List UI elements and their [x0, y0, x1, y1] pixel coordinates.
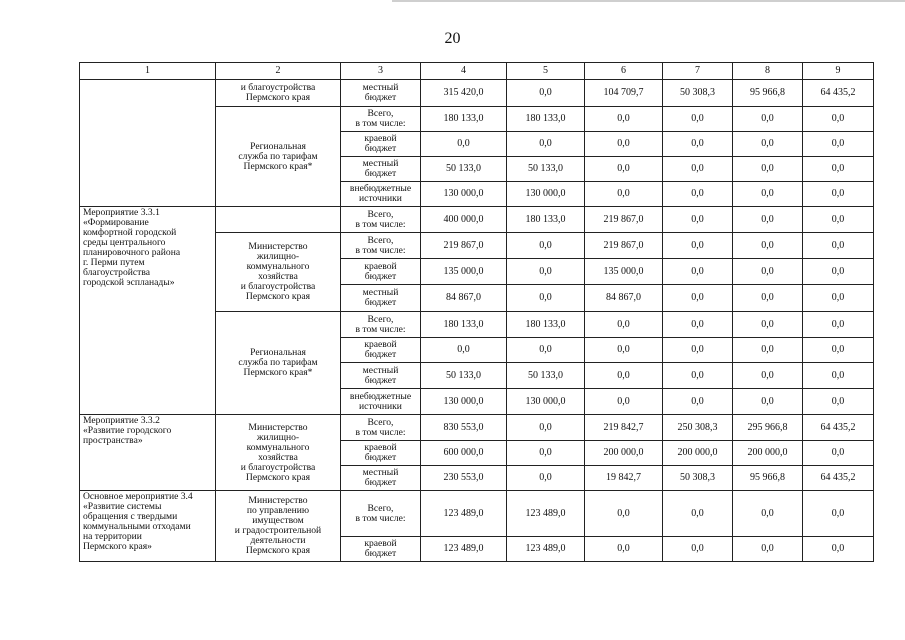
amount-cell: 0,0	[733, 338, 803, 363]
cell-line: местный	[362, 287, 399, 298]
amount-cell: 0,0	[733, 132, 803, 157]
amount-cell: 0,0	[733, 207, 803, 233]
amount-cell: 0,0	[507, 259, 585, 285]
funding-source-cell	[341, 285, 421, 312]
amount-cell: 0,0	[507, 441, 585, 466]
amount-cell: 0,0	[733, 491, 803, 537]
cell-line: внебюджетные	[349, 390, 412, 402]
amount-cell: 0,0	[585, 182, 663, 207]
table-row	[80, 80, 874, 107]
amount-cell: 0,0	[663, 312, 733, 338]
amount-cell: 219 842,7	[585, 415, 663, 441]
cell-line: бюджет	[364, 297, 397, 308]
cell-line: в том числе:	[355, 426, 406, 438]
cell-line: благоустройства	[83, 267, 151, 278]
cell-line: комфортной городской	[83, 227, 177, 238]
amount-cell: 130 000,0	[507, 182, 585, 207]
cell-line: Пермского края	[245, 545, 311, 556]
amount-cell: 0,0	[663, 285, 733, 312]
amount-cell: 84 867,0	[585, 285, 663, 312]
table-header-row	[80, 63, 874, 80]
amount-cell: 0,0	[421, 132, 507, 157]
cell-line: краевой	[364, 442, 397, 453]
amount-cell: 0,0	[585, 389, 663, 415]
amount-cell: 64 435,2	[803, 466, 874, 491]
amount-cell: 0,0	[733, 389, 803, 415]
measure-name-cell	[80, 415, 216, 491]
amount-cell: 0,0	[507, 132, 585, 157]
amount-cell: 830 553,0	[421, 415, 507, 441]
amount-cell: 0,0	[803, 259, 874, 285]
amount-cell: 0,0	[803, 491, 874, 537]
cell-line: хозяйства	[258, 451, 298, 463]
page-number: 20	[444, 30, 461, 47]
amount-cell: 64 435,2	[803, 80, 874, 107]
amount-cell: 0,0	[733, 107, 803, 132]
funding-source-cell	[341, 415, 421, 441]
amount-cell: 0,0	[663, 389, 733, 415]
cell-line: служба по тарифам	[238, 150, 318, 162]
amount-cell: 0,0	[663, 537, 733, 562]
amount-cell: 130 000,0	[507, 389, 585, 415]
amount-cell: 0,0	[803, 312, 874, 338]
amount-cell: 0,0	[803, 132, 874, 157]
amount-cell: 104 709,7	[585, 80, 663, 107]
funding-source-cell	[341, 363, 421, 389]
cell-line: «Развитие городского	[83, 425, 172, 436]
cell-line: Всего,	[367, 502, 394, 514]
cell-line: служба по тарифам	[238, 357, 318, 368]
cell-line: Мероприятие 3.3.1	[83, 207, 160, 218]
cell-line: бюджет	[364, 452, 397, 463]
amount-cell: 50 133,0	[507, 157, 585, 182]
table-row	[80, 207, 874, 233]
executor-cell	[216, 233, 341, 312]
cell-line: «Формирование	[83, 217, 149, 228]
cell-line: Пермского края»	[83, 541, 152, 552]
cell-line: в том числе:	[355, 218, 406, 230]
amount-cell: 200 000,0	[733, 441, 803, 466]
funding-source-cell	[341, 491, 421, 537]
amount-cell: 219 867,0	[585, 233, 663, 259]
column-header-1: 1	[80, 63, 216, 80]
cell-line: бюджет	[364, 143, 397, 154]
cell-line: Мероприятие 3.3.2	[83, 415, 160, 426]
amount-cell: 0,0	[585, 537, 663, 562]
amount-cell: 0,0	[507, 285, 585, 312]
amount-cell: 0,0	[803, 441, 874, 466]
amount-cell: 180 133,0	[421, 312, 507, 338]
amount-cell: 50 308,3	[663, 466, 733, 491]
amount-cell: 0,0	[803, 537, 874, 562]
funding-source-cell	[341, 107, 421, 132]
amount-cell: 0,0	[585, 363, 663, 389]
cell-line: бюджет	[364, 548, 397, 559]
cell-line: коммунального	[246, 441, 310, 453]
amount-cell: 400 000,0	[421, 207, 507, 233]
funding-source-cell	[341, 441, 421, 466]
amount-cell: 0,0	[663, 338, 733, 363]
cell-line: краевой	[364, 339, 397, 350]
cell-line: в том числе:	[355, 244, 406, 256]
executor-cell	[216, 312, 341, 415]
column-header-4: 4	[421, 63, 507, 80]
amount-cell: 135 000,0	[421, 259, 507, 285]
cell-line: г. Перми путем	[83, 257, 145, 268]
amount-cell: 0,0	[663, 259, 733, 285]
executor-cell	[216, 491, 341, 562]
amount-cell: 0,0	[507, 233, 585, 259]
column-header-9: 9	[803, 63, 874, 80]
column-header-7: 7	[663, 63, 733, 80]
amount-cell: 0,0	[733, 537, 803, 562]
amount-cell: 0,0	[803, 207, 874, 233]
cell-line: и благоустройства	[240, 461, 316, 473]
cell-line: бюджет	[364, 349, 397, 360]
amount-cell: 315 420,0	[421, 80, 507, 107]
funding-source-cell	[341, 132, 421, 157]
amount-cell: 0,0	[663, 363, 733, 389]
cell-line: хозяйства	[258, 271, 298, 282]
budget-table-body	[80, 63, 874, 562]
amount-cell: 0,0	[733, 259, 803, 285]
amount-cell: 19 842,7	[585, 466, 663, 491]
amount-cell: 0,0	[803, 182, 874, 207]
amount-cell: 50 308,3	[663, 80, 733, 107]
amount-cell: 95 966,8	[733, 466, 803, 491]
funding-source-cell	[341, 233, 421, 259]
amount-cell: 0,0	[733, 312, 803, 338]
page-top-edge	[392, 0, 905, 2]
funding-source-cell	[341, 389, 421, 415]
amount-cell: 0,0	[585, 132, 663, 157]
amount-cell: 0,0	[733, 233, 803, 259]
amount-cell: 123 489,0	[421, 537, 507, 562]
cell-line: Пермского края*	[243, 367, 313, 378]
amount-cell: 0,0	[803, 107, 874, 132]
amount-cell: 0,0	[507, 338, 585, 363]
funding-source-cell	[341, 259, 421, 285]
executor-cell	[216, 107, 341, 207]
cell-line: краевой	[364, 538, 397, 549]
amount-cell: 180 133,0	[507, 107, 585, 132]
amount-cell: 0,0	[733, 157, 803, 182]
amount-cell: 0,0	[507, 466, 585, 491]
amount-cell: 0,0	[507, 415, 585, 441]
amount-cell: 0,0	[803, 363, 874, 389]
amount-cell: 0,0	[803, 233, 874, 259]
amount-cell: 0,0	[803, 285, 874, 312]
amount-cell: 123 489,0	[507, 537, 585, 562]
amount-cell: 0,0	[585, 157, 663, 182]
cell-line: Министерство	[248, 495, 308, 506]
amount-cell: 130 000,0	[421, 182, 507, 207]
cell-line: пространства»	[83, 435, 143, 446]
amount-cell: 0,0	[585, 107, 663, 132]
cell-line: местный	[362, 82, 399, 93]
cell-line: «Развитие системы	[83, 501, 162, 512]
amount-cell: 0,0	[733, 285, 803, 312]
cell-line: коммунальными отходами	[83, 521, 191, 532]
cell-line: по управлению	[246, 505, 310, 516]
cell-line: городской эспланады»	[83, 277, 175, 288]
amount-cell: 135 000,0	[585, 259, 663, 285]
cell-line: бюджет	[364, 92, 397, 103]
amount-cell: 50 133,0	[421, 157, 507, 182]
cell-line: коммунального	[246, 261, 310, 272]
funding-source-cell	[341, 207, 421, 233]
cell-line: Всего,	[367, 208, 394, 220]
column-header-3: 3	[341, 63, 421, 80]
amount-cell: 200 000,0	[663, 441, 733, 466]
amount-cell: 0,0	[663, 182, 733, 207]
cell-line: в том числе:	[355, 323, 406, 335]
cell-line: бюджет	[364, 270, 397, 282]
executor-cell	[216, 80, 341, 107]
amount-cell: 200 000,0	[585, 441, 663, 466]
amount-cell: 0,0	[585, 338, 663, 363]
amount-cell: 0,0	[663, 207, 733, 233]
amount-cell: 130 000,0	[421, 389, 507, 415]
funding-source-cell	[341, 80, 421, 107]
amount-cell: 295 966,8	[733, 415, 803, 441]
table-row	[80, 491, 874, 537]
cell-line: в том числе:	[355, 118, 406, 129]
cell-line: местный	[362, 364, 399, 376]
cell-line: Пермского края	[245, 291, 311, 302]
cell-line: обращения с твердыми	[83, 511, 178, 522]
cell-line: Всего,	[367, 313, 394, 325]
amount-cell: 180 133,0	[507, 207, 585, 233]
table-row	[80, 415, 874, 441]
cell-line: источники	[359, 193, 402, 204]
funding-source-cell	[341, 338, 421, 363]
column-header-8: 8	[733, 63, 803, 80]
cell-line: Министерство	[248, 421, 308, 433]
cell-line: местный	[362, 467, 399, 478]
budget-table	[79, 62, 874, 562]
funding-source-cell	[341, 182, 421, 207]
cell-line: источники	[359, 400, 402, 412]
cell-line: деятельности	[250, 535, 306, 546]
amount-cell: 0,0	[803, 157, 874, 182]
cell-line: местный	[362, 158, 399, 169]
cell-line: жилищно-	[256, 431, 300, 443]
cell-line: жилищно-	[256, 251, 300, 262]
amount-cell: 64 435,2	[803, 415, 874, 441]
amount-cell: 0,0	[585, 491, 663, 537]
funding-source-cell	[341, 466, 421, 491]
amount-cell: 84 867,0	[421, 285, 507, 312]
cell-line: Министерство	[248, 241, 308, 252]
amount-cell: 250 308,3	[663, 415, 733, 441]
cell-line: Всего,	[367, 416, 394, 428]
cell-line: среды центрального	[83, 237, 166, 248]
amount-cell: 0,0	[663, 107, 733, 132]
amount-cell: 0,0	[585, 312, 663, 338]
cell-line: Пермского края	[245, 92, 311, 103]
amount-cell: 0,0	[663, 491, 733, 537]
amount-cell: 0,0	[803, 338, 874, 363]
cell-line: бюджет	[364, 374, 397, 386]
amount-cell: 123 489,0	[421, 491, 507, 537]
cell-line: и градостроительной	[234, 525, 322, 536]
cell-line: Пермского края	[245, 471, 311, 483]
cell-line: имуществом	[252, 515, 304, 526]
column-header-6: 6	[585, 63, 663, 80]
amount-cell: 0,0	[733, 363, 803, 389]
measure-name-cell	[80, 491, 216, 562]
cell-line: в том числе:	[355, 512, 406, 524]
amount-cell: 50 133,0	[507, 363, 585, 389]
amount-cell: 123 489,0	[507, 491, 585, 537]
amount-cell: 0,0	[663, 233, 733, 259]
amount-cell: 95 966,8	[733, 80, 803, 107]
cell-line: планировочного района	[83, 247, 181, 258]
cell-line: на территории	[83, 531, 142, 542]
cell-line: Пермского края*	[243, 160, 313, 172]
cell-line: Основное мероприятие 3.4	[83, 491, 193, 502]
amount-cell: 0,0	[507, 80, 585, 107]
measure-name-cell	[80, 80, 216, 207]
funding-source-cell	[341, 157, 421, 182]
cell-line: внебюджетные	[349, 183, 412, 194]
cell-line: Всего,	[367, 234, 394, 246]
cell-line: Региональная	[250, 347, 306, 358]
cell-line: бюджет	[364, 168, 397, 179]
amount-cell: 230 553,0	[421, 466, 507, 491]
cell-line: и благоустройства	[240, 281, 316, 292]
amount-cell: 0,0	[663, 132, 733, 157]
amount-cell: 0,0	[421, 338, 507, 363]
amount-cell: 219 867,0	[421, 233, 507, 259]
amount-cell: 0,0	[733, 182, 803, 207]
amount-cell: 0,0	[803, 389, 874, 415]
column-header-2: 2	[216, 63, 341, 80]
cell-line: Всего,	[367, 108, 394, 119]
cell-line: бюджет	[364, 477, 397, 488]
executor-cell	[216, 415, 341, 491]
cell-line: Региональная	[250, 140, 306, 152]
amount-cell: 0,0	[663, 157, 733, 182]
funding-source-cell	[341, 537, 421, 562]
cell-line: краевой	[364, 260, 397, 272]
cell-line: и благоустройства	[240, 82, 316, 93]
measure-name-cell	[80, 207, 216, 415]
amount-cell: 600 000,0	[421, 441, 507, 466]
amount-cell: 180 133,0	[421, 107, 507, 132]
amount-cell: 50 133,0	[421, 363, 507, 389]
cell-line: краевой	[364, 133, 397, 144]
amount-cell: 180 133,0	[507, 312, 585, 338]
funding-source-cell	[341, 312, 421, 338]
column-header-5: 5	[507, 63, 585, 80]
executor-cell	[216, 207, 341, 233]
amount-cell: 219 867,0	[585, 207, 663, 233]
